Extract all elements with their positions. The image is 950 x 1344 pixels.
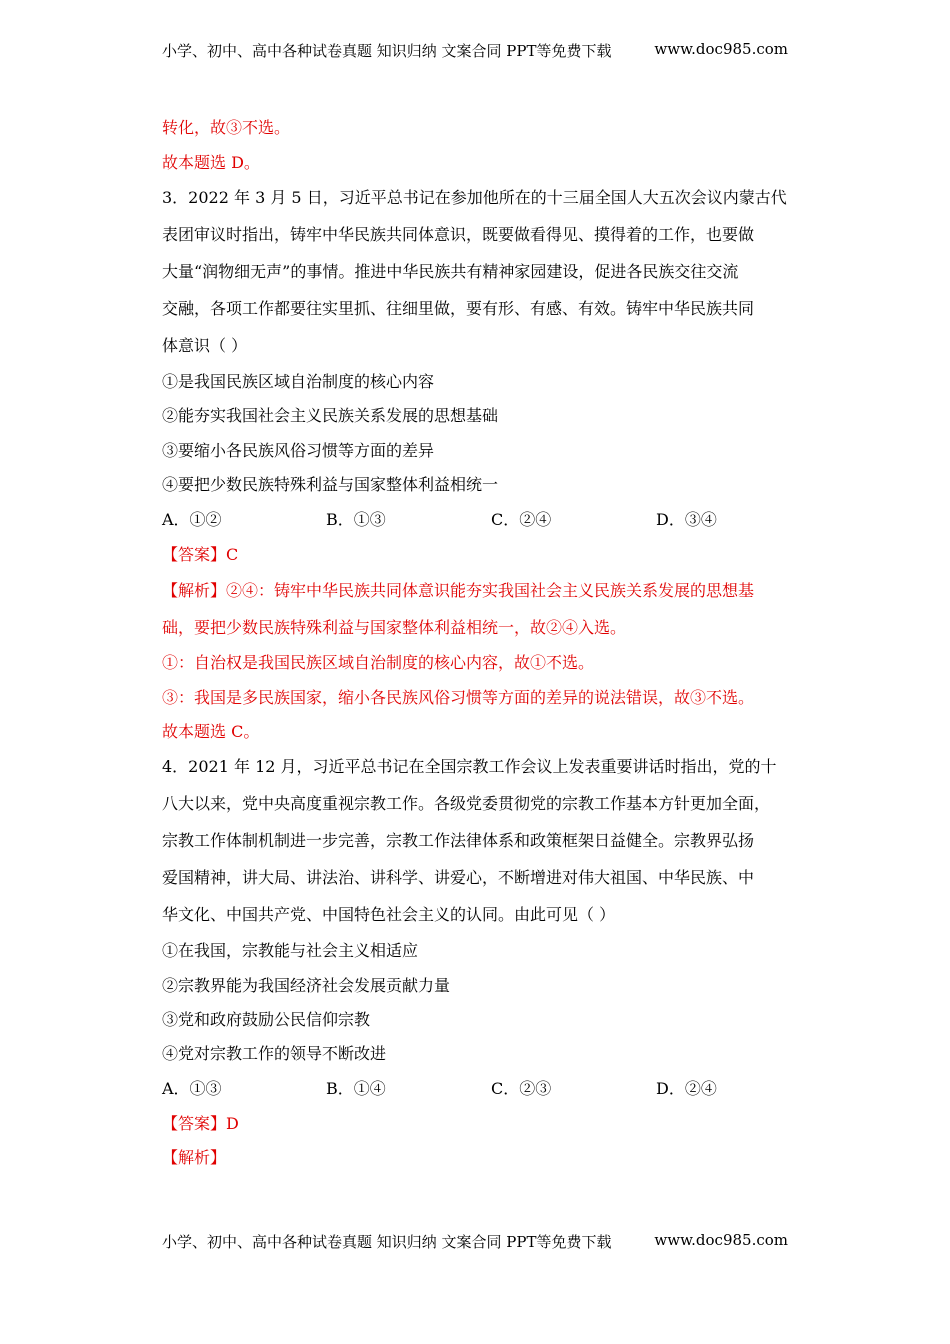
q3-option-a: A．①② [162,510,222,529]
q3-item: ①是我国民族区域自治制度的核心内容 [162,372,435,391]
header-site: www.doc985.com [654,40,788,58]
answer-value: D [226,1114,239,1133]
q3-conclusion: 故本题选 C。 [162,722,260,741]
q3-option-b: B．①③ [326,510,386,529]
prev-analysis-line: 转化，故③不选。 [162,118,291,137]
q4-option-c: C．②③ [491,1079,552,1098]
q3-option-d: D．③④ [656,510,717,529]
q4-option-a: A．①③ [162,1079,222,1098]
q3-item: ④要把少数民族特殊利益与国家整体利益相统一 [162,475,499,494]
footer-site: www.doc985.com [654,1231,788,1249]
analysis-line: ②④：铸牢中华民族共同体意识能夯实我国社会主义民族关系发展的思想基 [226,581,755,600]
q3-stem-line: 交融，各项工作都要往实里抓、往细里做，要有形、有感、有效。铸牢中华民族共同 [162,299,755,318]
q4-stem-line: 华文化、中国共产党、中国特色社会主义的认同。由此可见（ ） [162,905,616,924]
q4-option-b: B．①④ [326,1079,386,1098]
q4-stem-line: 宗教工作体制机制进一步完善，宗教工作法律体系和政策框架日益健全。宗教界弘扬 [162,831,755,850]
analysis-line: ①：自治权是我国民族区域自治制度的核心内容，故①不选。 [162,653,595,672]
q4-item: ③党和政府鼓励公民信仰宗教 [162,1010,371,1029]
q4-item: ④党对宗教工作的领导不断改进 [162,1044,387,1063]
analysis-line: 础，要把少数民族特殊利益与国家整体利益相统一，故②④入选。 [162,618,627,637]
q4-option-d: D．②④ [656,1079,717,1098]
q3-item: ③要缩小各民族风俗习惯等方面的差异 [162,441,435,460]
q3-answer [162,545,238,565]
page-footer [162,1231,788,1252]
q3-item: ②能夯实我国社会主义民族关系发展的思想基础 [162,406,499,425]
prev-conclusion: 故本题选 D。 [162,153,260,172]
q4-item: ②宗教界能为我国经济社会发展贡献力量 [162,976,451,995]
q3-option-c: C．②④ [491,510,552,529]
q4-stem-line: 爱国精神，讲大局、讲法治、讲科学、讲爱心，不断增进对伟大祖国、中华民族、中 [162,868,755,887]
q4-item: ①在我国，宗教能与社会主义相适应 [162,941,419,960]
q4-stem-line: 4．2021 年 12 月，习近平总书记在全国宗教工作会议上发表重要讲话时指出，党的十 [162,757,777,776]
q4-analysis-label: 【解析】 [162,1148,227,1167]
header-text: 小学、初中、高中各种试卷真题 知识归纳 文案合同 PPT等免费下载 [162,42,612,60]
answer-label: 【答案】 [162,545,227,564]
q4-answer [162,1114,239,1134]
page-header [162,40,788,61]
q3-stem-line: 体意识（ ） [162,336,248,355]
q4-stem-line: 八大以来，党中央高度重视宗教工作。各级党委贯彻党的宗教工作基本方针更加全面， [162,794,771,813]
footer-text: 小学、初中、高中各种试卷真题 知识归纳 文案合同 PPT等免费下载 [162,1233,612,1251]
answer-label: 【答案】 [162,1114,227,1133]
analysis-label: 【解析】 [162,581,227,600]
answer-value: C [226,545,239,564]
q3-stem-line: 表团审议时指出，铸牢中华民族共同体意识，既要做看得见、摸得着的工作，也要做 [162,225,755,244]
analysis-line: ③：我国是多民族国家，缩小各民族风俗习惯等方面的差异的说法错误，故③不选。 [162,688,755,707]
q3-stem-line: 大量“润物细无声”的事情。推进中华民族共有精神家园建设，促进各民族交往交流 [162,262,739,281]
q3-analysis [162,581,754,601]
q3-stem-line: 3．2022 年 3 月 5 日，习近平总书记在参加他所在的十三届全国人大五次会议内蒙古代 [162,188,787,207]
